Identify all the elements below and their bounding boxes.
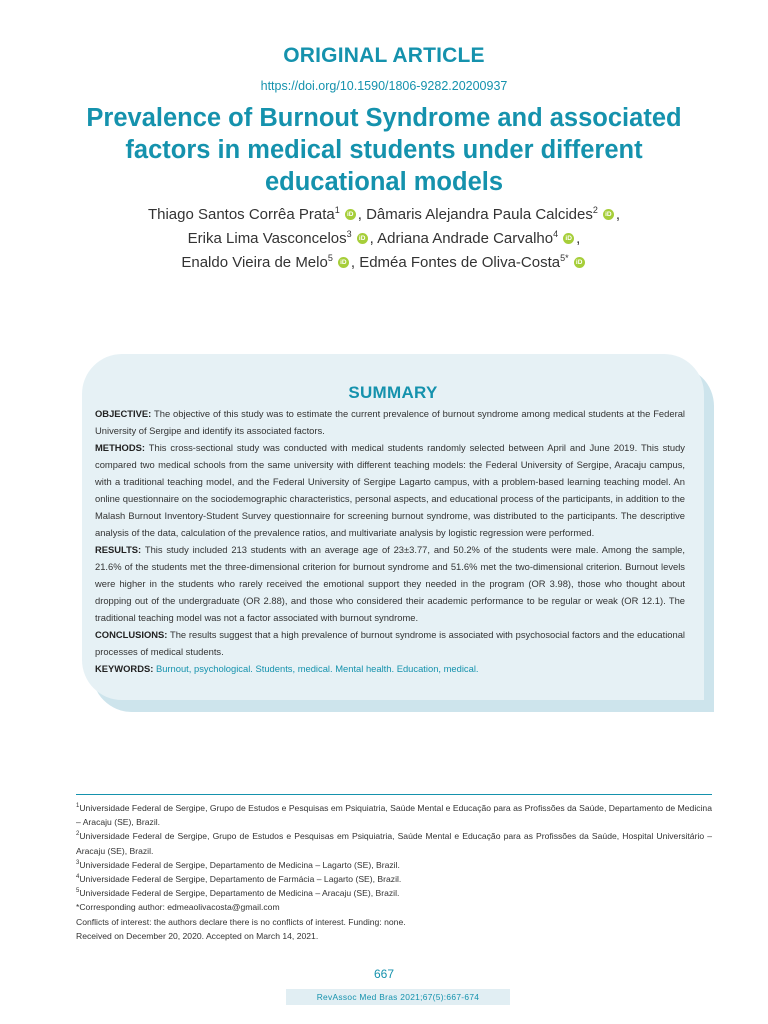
author-affiliation-mark: 5* — [560, 253, 569, 263]
article-type: ORIGINAL ARTICLE — [283, 44, 485, 67]
summary-conclusions — [95, 626, 685, 660]
journal-citation: RevAssoc Med Bras 2021;67(5):667-674 — [286, 989, 510, 1005]
conflicts-statement: Conflicts of interest: the authors declare there is no conflicts of interest. Funding: none. — [76, 916, 406, 927]
author-separator: , — [576, 230, 581, 247]
author-separator: , — [350, 254, 356, 271]
affiliation-mark: 1 — [76, 803, 80, 810]
author-affiliation-mark: 1 — [334, 205, 340, 215]
affiliation-mark: 2 — [76, 831, 80, 838]
footnote-divider — [76, 794, 712, 795]
affiliation-note — [76, 858, 712, 872]
summary-keywords — [95, 660, 685, 677]
doi-link[interactable]: https://doi.org/10.1590/1806-9282.20200937 — [260, 79, 508, 93]
affiliation-mark: 3 — [76, 859, 80, 866]
summary-body — [95, 405, 685, 677]
author-affiliation-mark: 3 — [346, 229, 352, 239]
summary-heading: SUMMARY — [348, 383, 438, 402]
orcid-icon[interactable]: iD — [345, 209, 356, 220]
author-line-1 — [60, 203, 708, 227]
author-name: Enaldo Vieira de Melo — [181, 254, 328, 271]
affiliation-note — [76, 872, 712, 886]
conclusions-label: CONCLUSIONS: — [95, 629, 168, 640]
corresponding-author: *Corresponding author: edmeaolivacosta@gmail.com — [76, 902, 280, 913]
author-line-3 — [60, 251, 708, 275]
orcid-icon[interactable]: iD — [563, 233, 574, 244]
keywords-label: KEYWORDS: — [95, 663, 154, 674]
results-label: RESULTS: — [95, 544, 142, 555]
orcid-icon[interactable]: iD — [603, 209, 614, 220]
author-separator: , — [369, 230, 374, 247]
author-affiliation-mark: 4 — [553, 229, 559, 239]
author-name: Adriana Andrade Carvalho — [377, 230, 554, 247]
author-affiliation-mark: 5 — [327, 253, 333, 263]
affiliation-text: Universidade Federal de Sergipe, Departamento de Medicina – Lagarto (SE), Brazil. — [79, 859, 400, 870]
footnotes — [76, 801, 712, 943]
affiliation-note — [76, 886, 712, 900]
keywords-text: Burnout, psychological. Students, medical. Mental health. Education, medical. — [153, 663, 479, 674]
orcid-icon[interactable]: iD — [357, 233, 368, 244]
author-line-2 — [60, 227, 708, 251]
orcid-icon[interactable]: iD — [574, 257, 585, 268]
affiliation-note — [76, 829, 712, 857]
article-title: Prevalence of Burnout Syndrome and associated factors in medical students under different educational models — [86, 104, 682, 196]
affiliation-text: Universidade Federal de Sergipe, Grupo de Estudos e Pesquisas em Psiquiatria, Saúde Mental e Educação para as Profissões da Saúde, Departamento de Medicina – Aracaju (SE), Brazil. — [76, 803, 712, 828]
results-text: This study included 213 students with an average age of 23±3.77, and 50.2% of the students were male. Among the sample, 21.6% of the students met the three-dimensional criterion for burnout syndrome and 51.6% met the two-dimensional criterion. Burnout levels were higher in the students who rarely received the emotional support they needed in the program (OR 3.98), those who thought about dropping out of the undergraduate (OR 2.88), and those who considered their academic performance to be regular or weak (OR 12.1). The traditional teaching model was not a factor associated with burnout syndrome. — [95, 544, 685, 623]
objective-label: OBJECTIVE: — [95, 408, 152, 419]
author-list — [60, 203, 708, 275]
author-affiliation-mark: 2 — [592, 205, 598, 215]
summary-methods — [95, 439, 685, 541]
methods-label: METHODS: — [95, 442, 145, 453]
affiliation-text: Universidade Federal de Sergipe, Departamento de Farmácia – Lagarto (SE), Brazil. — [79, 874, 402, 885]
author-separator: , — [357, 206, 362, 223]
affiliation-mark: 5 — [76, 888, 80, 895]
summary-results — [95, 541, 685, 626]
page-number: 667 — [373, 967, 395, 981]
orcid-icon[interactable]: iD — [338, 257, 349, 268]
affiliation-text: Universidade Federal de Sergipe, Grupo de Estudos e Pesquisas em Psiquiatria, Saúde Mental e Educação para as Profissões da Saúde, Hospital Universitário – Aracaju (SE), Brazil. — [76, 831, 712, 856]
author-name: Erika Lima Vasconcelos — [187, 230, 347, 247]
author-name: Edméa Fontes de Oliva-Costa — [359, 254, 561, 271]
objective-text: The objective of this study was to estimate the current prevalence of burnout syndrome among medical students at the Federal University of Sergipe and identify its associated factors. — [95, 408, 685, 436]
author-separator: , — [615, 206, 621, 223]
affiliation-text: Universidade Federal de Sergipe, Departamento de Medicina – Aracaju (SE), Brazil. — [79, 888, 400, 899]
received-dates: Received on December 20, 2020. Accepted on March 14, 2021. — [76, 930, 319, 941]
summary-objective — [95, 405, 685, 439]
affiliation-mark: 4 — [76, 874, 80, 881]
author-name: Thiago Santos Corrêa Prata — [147, 206, 335, 223]
affiliation-note — [76, 801, 712, 829]
author-name: Dâmaris Alejandra Paula Calcides — [366, 206, 593, 223]
conclusions-text: The results suggest that a high prevalence of burnout syndrome is associated with psychosocial factors and the educational processes of medical students. — [95, 629, 685, 657]
methods-text: This cross-sectional study was conducted with medical students randomly selected between April and June 2019. This study compared two medical schools from the same university with different teaching models: the Federal University of Sergipe, Aracaju campus, with a traditional teaching model, and the Federal University of Sergipe Lagarto campus, with a problem-based learning teaching model. An online questionnaire on the sociodemographic characteristics, personal aspects, and educational process of the participants, in addition to the Malash Burnout Inventory-Student Survey questionnaire for screening burnout syndrome, was distributed to the participants. The descriptive analysis of the data, calculation of the prevalence ratios, and multivariate analysis by logistic regression were performed. — [95, 442, 685, 538]
